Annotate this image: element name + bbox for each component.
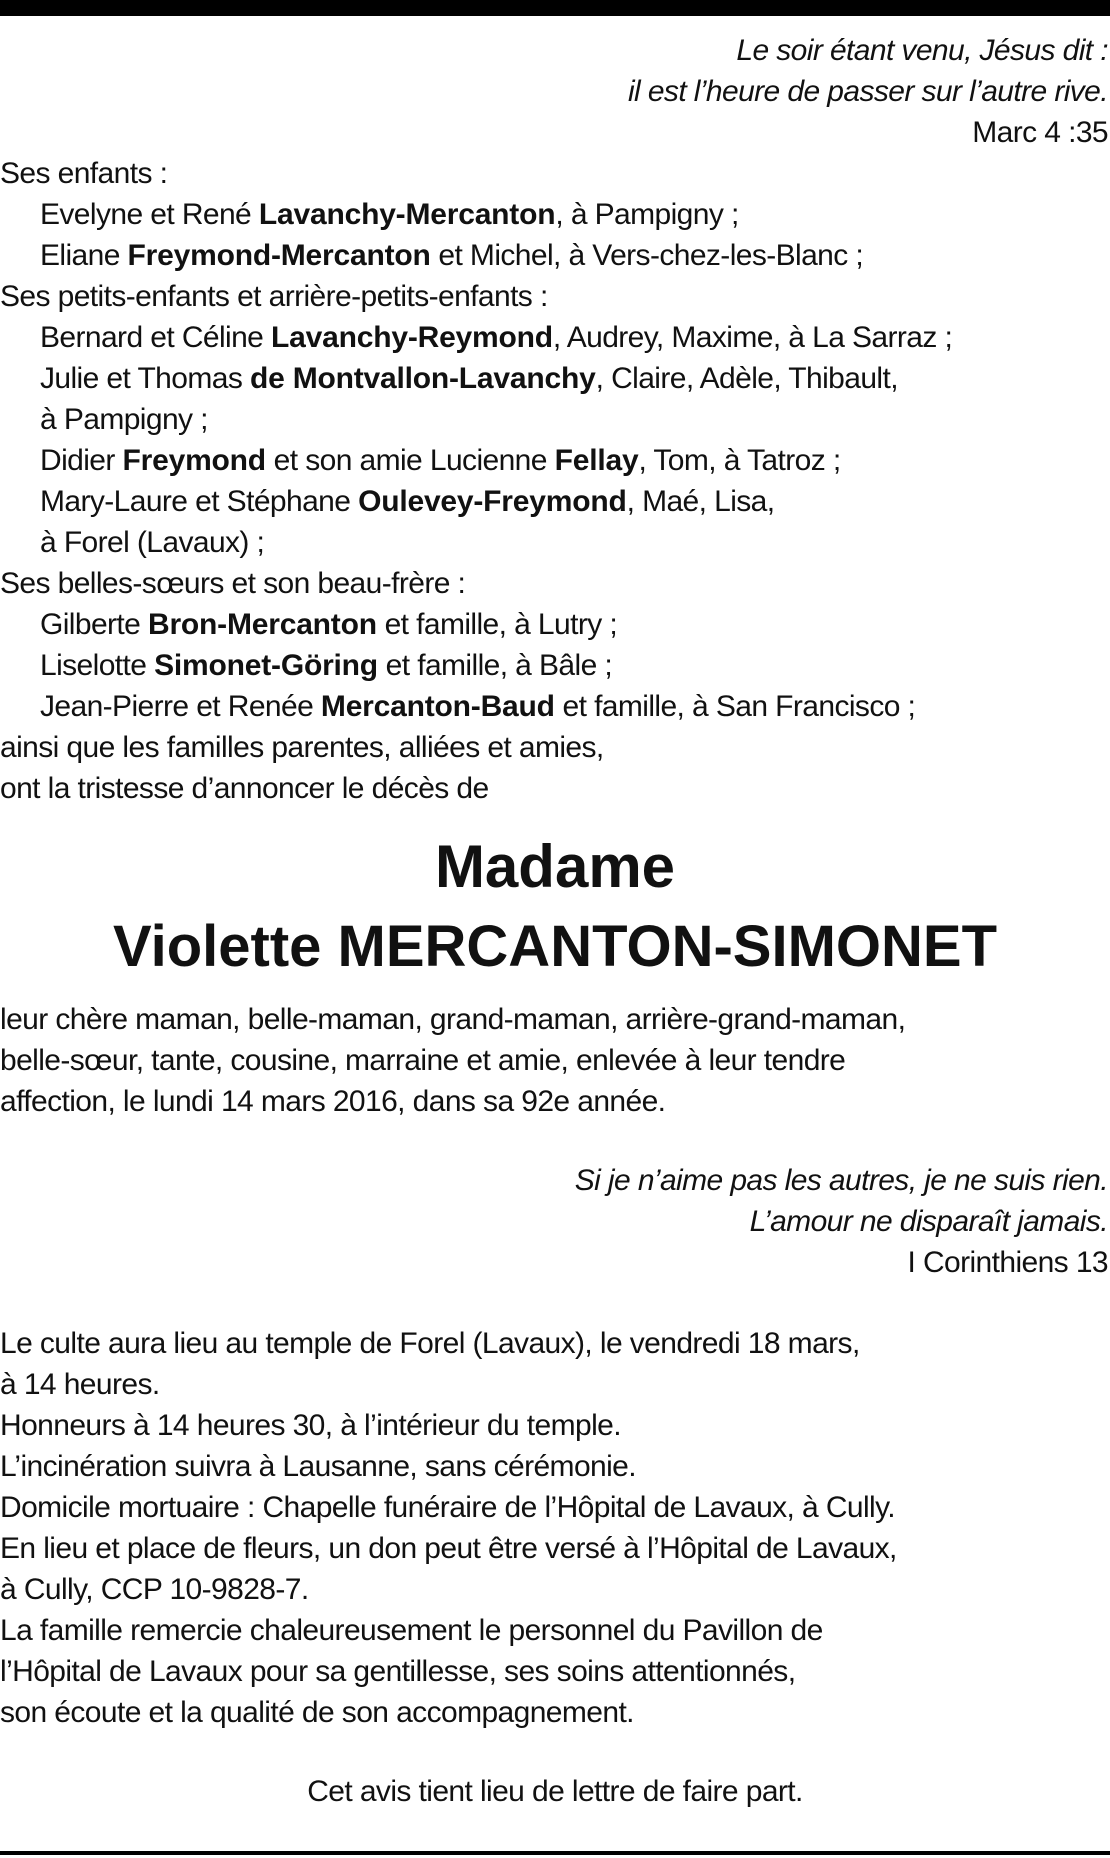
family-entry-continuation: à Forel (Lavaux) ; [40,526,265,559]
deceased-description [0,999,1110,1122]
family-entry: Eliane Freymond-Mercanton et Michel, à Vers-chez-les-Blanc ; [40,239,864,272]
family-name: Freymond-Mercanton [127,239,431,272]
deceased-name: Violette MERCANTON-SIMONET [112,914,998,979]
deceased-name-block [0,827,1110,987]
detail-line: L’incinération suivra à Lausanne, sans cérémonie. [0,1450,637,1483]
detail-line: son écoute et la qualité de son accompagnement. [0,1696,634,1729]
family-list [0,153,1110,809]
bottom-border-rule [0,1851,1110,1855]
family-name: Fellay [554,444,639,477]
obituary-notice [0,30,1110,1812]
family-name: Freymond [122,444,266,477]
extended-family-line: ainsi que les familles parentes, alliées et amies, [0,731,604,764]
quote-line: Si je n’aime pas les autres, je ne suis rien. [574,1164,1108,1197]
family-entry: Gilberte Bron-Mercanton et famille, à Lutry ; [40,608,618,641]
quote-line: L’amour ne disparaît jamais. [749,1205,1108,1238]
detail-line: Domicile mortuaire : Chapelle funéraire de l’Hôpital de Lavaux, à Cully. [0,1491,896,1524]
family-entry: Julie et Thomas de Montvallon-Lavanchy, Claire, Adèle, Thibault, [40,362,898,395]
family-entry: Jean-Pierre et Renée Mercanton-Baud et famille, à San Francisco ; [40,690,916,723]
detail-line: à Cully, CCP 10-9828-7. [0,1573,309,1606]
closing-scripture-quote [0,1160,1110,1283]
family-name: de Montvallon-Lavanchy [249,362,596,395]
quote-line: Le soir étant venu, Jésus dit : [736,34,1108,67]
quote-reference: I Corinthiens 13 [907,1246,1108,1279]
description-line: affection, le lundi 14 mars 2016, dans sa 92e année. [0,1085,666,1118]
family-entry: Bernard et Céline Lavanchy-Reymond, Audrey, Maxime, à La Sarraz ; [40,321,953,354]
opening-scripture-quote [0,30,1110,153]
section-heading-belles-soeurs: Ses belles-sœurs et son beau-frère : [0,567,466,600]
announcement-line: ont la tristesse d’annoncer le décès de [0,772,489,805]
closing-note: Cet avis tient lieu de lettre de faire part. [307,1775,803,1808]
family-entry: Mary-Laure et Stéphane Oulevey-Freymond, Maé, Lisa, [40,485,775,518]
service-details [0,1323,1110,1733]
family-name: Simonet-Göring [154,649,378,682]
detail-line: à 14 heures. [0,1368,160,1401]
quote-reference: Marc 4 :35 [972,116,1108,149]
family-name: Mercanton-Baud [320,690,555,723]
description-line: belle-sœur, tante, cousine, marraine et amie, enlevée à leur tendre [0,1044,846,1077]
section-heading-enfants: Ses enfants : [0,157,168,190]
detail-line: La famille remercie chaleureusement le personnel du Pavillon de [0,1614,823,1647]
deceased-title: Madame [434,833,676,900]
quote-line: il est l’heure de passer sur l’autre rive. [627,75,1108,108]
detail-line: Honneurs à 14 heures 30, à l’intérieur du temple. [0,1409,621,1442]
top-border-rule [0,0,1110,16]
detail-line: l’Hôpital de Lavaux pour sa gentillesse, ses soins attentionnés, [0,1655,796,1688]
family-name: Lavanchy-Reymond [271,321,553,354]
family-name: Oulevey-Freymond [358,485,627,518]
family-entry: Evelyne et René Lavanchy-Mercanton, à Pampigny ; [40,198,739,231]
description-line: leur chère maman, belle-maman, grand-maman, arrière-grand-maman, [0,1003,906,1036]
detail-line: Le culte aura lieu au temple de Forel (Lavaux), le vendredi 18 mars, [0,1327,860,1360]
family-name: Bron-Mercanton [147,608,377,641]
section-heading-petits-enfants: Ses petits-enfants et arrière-petits-enfants : [0,280,548,313]
detail-line: En lieu et place de fleurs, un don peut être versé à l’Hôpital de Lavaux, [0,1532,897,1565]
family-entry: Liselotte Simonet-Göring et famille, à Bâle ; [40,649,613,682]
family-entry: Didier Freymond et son amie Lucienne Fellay, Tom, à Tatroz ; [40,444,841,477]
family-name: Lavanchy-Mercanton [258,198,556,231]
family-entry-continuation: à Pampigny ; [40,403,208,436]
